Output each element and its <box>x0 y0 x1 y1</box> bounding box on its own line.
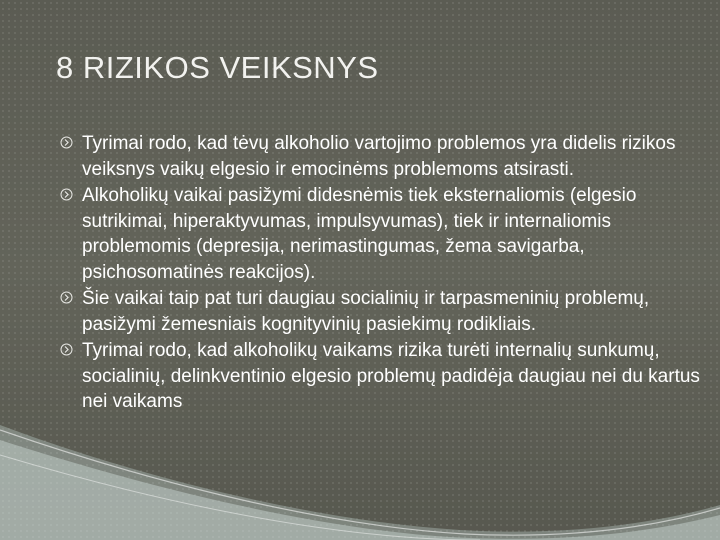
circled-arrow-icon <box>60 343 73 356</box>
bullet-text: Tyrimai rodo, kad tėvų alkoholio vartojimo problemos yra didelis rizikos veiksnys vaikų elgesio ir emocinėms problemoms atsirasti. <box>82 133 676 180</box>
list-item <box>60 183 700 285</box>
bullet-text: Šie vaikai taip pat turi daugiau socialinių ir tarpasmeninių problemų, pasižymi žemesniais kognityvinių pasiekimų rodikliais. <box>82 288 650 335</box>
bullet-text: Alkoholikų vaikai pasižymi didesnėmis tiek eksternaliomis (elgesio sutrikimai, hiperaktyvumas, impulsyvumas), tiek ir internaliomis problemomis (depresija, nerimastingumas, žema savigarba, psichosomatinės reakcijos). <box>82 185 637 283</box>
bullet-list <box>60 131 700 416</box>
circled-arrow-icon <box>60 188 73 201</box>
list-item <box>60 286 700 337</box>
list-item <box>60 131 700 182</box>
circled-arrow-icon <box>60 136 73 149</box>
list-item <box>60 338 700 415</box>
slide-title: 8 RIZIKOS VEIKSNYS <box>56 50 379 85</box>
bullet-text: Tyrimai rodo, kad alkoholikų vaikams rizika turėti internalių sunkumų, socialinių, delinkventinio elgesio problemų padidėja daugiau nei du kartus nei vaikams <box>82 340 700 412</box>
circled-arrow-icon <box>60 291 73 304</box>
